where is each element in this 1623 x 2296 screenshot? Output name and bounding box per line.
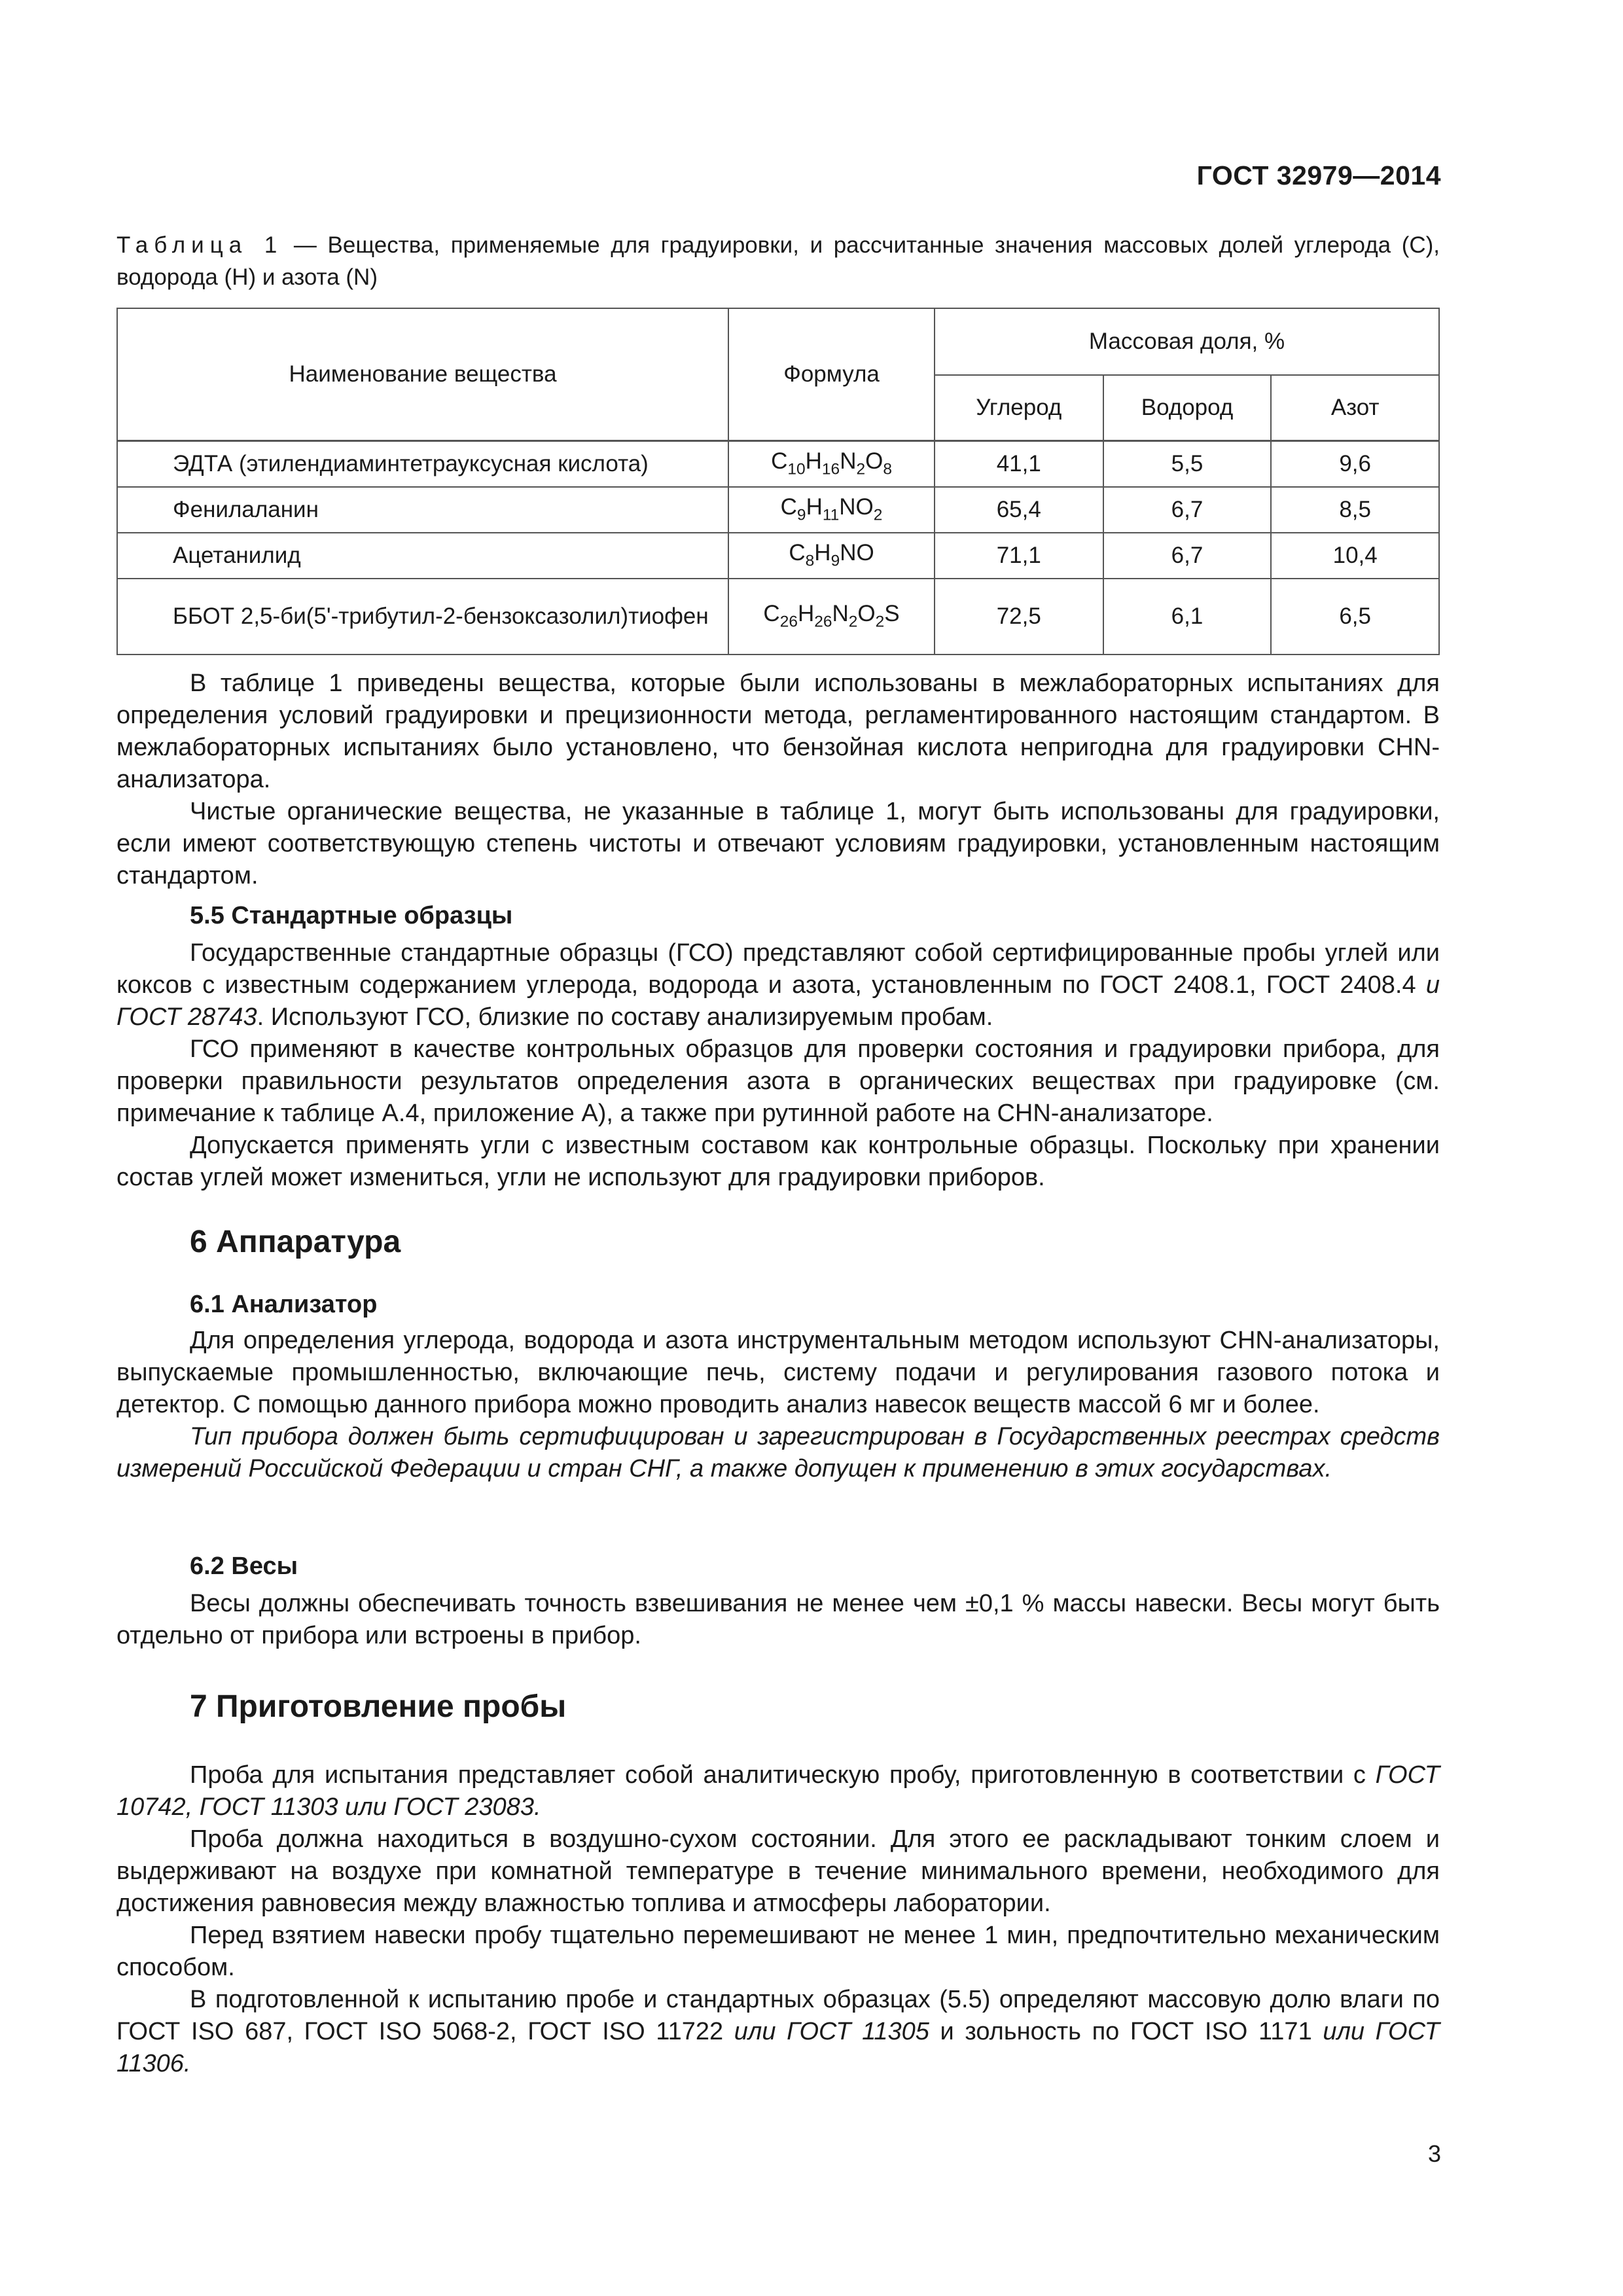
cell-formula: $C_8H_9NO$	[728, 533, 935, 579]
text-run: Государственные стандартные образцы (ГСО) представляют собой сертифицированные пробы углей или коксов с известным содержанием углерода, водорода и азота, установленным по ГОСТ 2408.1, ГОСТ 2408.4	[116, 939, 1440, 999]
cell-carbon: 72,5	[935, 579, 1103, 655]
cell-formula: $C_{26}H_{26}N_2O_2S$	[728, 579, 935, 655]
cell-formula: $C_{10}H_{16}N_2O_8$	[728, 441, 935, 487]
text-run: и зольность по ГОСТ ISO 1171	[929, 2018, 1323, 2045]
section-6-2-text	[116, 1588, 1440, 1652]
paragraph: Перед взятием навески пробу тщательно перемешивают не менее 1 мин, предпочтительно механическим способом.	[116, 1922, 1440, 1981]
table-caption-prefix: Таблица 1	[116, 232, 283, 258]
cell-nitrogen: 9,6	[1271, 441, 1439, 487]
text-run-italic: ГОСТ 10742, ГОСТ 11303 или ГОСТ 23083.	[116, 1761, 1440, 1821]
page-number: 3	[1427, 2140, 1441, 2167]
text-run: В подготовленной к испытанию пробе и стандартных образцах (5.5) определяют массовую долю влаги по ГОСТ ISO 687, ГОСТ ISO 5068-2, ГОСТ ISO 11722	[116, 1986, 1440, 2045]
cell-hydrogen: 6,1	[1103, 579, 1272, 655]
section-5-5-text	[116, 937, 1440, 1194]
substances-table	[116, 308, 1440, 655]
cell-nitrogen: 8,5	[1271, 487, 1439, 533]
paragraph: Чистые органические вещества, не указанные в таблице 1, могут быть использованы для градуировки, если имеют соответствующую степень чистоты и отвечают условиям градуировки, установленным настоящим стандартом.	[116, 798, 1440, 889]
text-run-italic: или ГОСТ 11306.	[116, 2018, 1440, 2077]
cell-substance: ББОТ 2,5-би(5'-трибутил-2-бензоксазолил)тиофен	[117, 579, 728, 655]
cell-substance: Фенилаланин	[117, 487, 728, 533]
column-header-nitrogen: Азот	[1271, 375, 1439, 441]
section-5-5-heading: 5.5 Стандартные образцы	[190, 902, 513, 929]
table-row	[117, 579, 1439, 655]
paragraph	[116, 937, 1440, 1033]
column-header-substance: Наименование вещества	[117, 308, 728, 441]
paragraph	[116, 1984, 1440, 2080]
cell-substance: Ацетанилид	[117, 533, 728, 579]
paragraph: Проба должна находиться в воздушно-сухом состоянии. Для этого ее раскладывают тонким слоем и выдерживают на воздухе при комнатной температуре в течение минимального времени, необходимого для достижения равновесия между влажностью топлива и атмосферы лаборатории.	[116, 1825, 1440, 1917]
cell-carbon: 71,1	[935, 533, 1103, 579]
table-row	[117, 533, 1439, 579]
cell-substance: ЭДТА (этилендиаминтетрауксусная кислота)	[117, 441, 728, 487]
section-6-heading: 6 Аппаратура	[190, 1225, 401, 1259]
paragraph	[116, 1759, 1440, 1823]
intro-text	[116, 668, 1440, 892]
text-run-italic: и ГОСТ 28743	[116, 971, 1440, 1031]
section-6-1-text	[116, 1325, 1440, 1485]
cell-nitrogen: 6,5	[1271, 579, 1439, 655]
document-header: ГОСТ 32979—2014	[1196, 160, 1441, 190]
paragraph: Допускается применять угли с известным составом как контрольные образцы. Поскольку при хранении состав углей может измениться, угли не используют для градуировки приборов.	[116, 1132, 1440, 1191]
text-run-italic: или ГОСТ 11305	[734, 2018, 929, 2045]
column-header-hydrogen: Водород	[1103, 375, 1272, 441]
table-row	[117, 441, 1439, 487]
section-7-heading: 7 Приготовление пробы	[190, 1689, 567, 1724]
section-7-text	[116, 1759, 1440, 2080]
cell-carbon: 41,1	[935, 441, 1103, 487]
cell-formula: $C_9H_{11}NO_2$	[728, 487, 935, 533]
table-row	[117, 487, 1439, 533]
table-caption	[116, 229, 1440, 293]
column-header-formula: Формула	[728, 308, 935, 441]
table-caption-text: — Вещества, применяемые для градуировки, и рассчитанные значения массовых долей углерода (С), водорода (Н) и азота (N)	[116, 232, 1440, 290]
paragraph: ГСО применяют в качестве контрольных образцов для проверки состояния и градуировки прибора, для проверки правильности результатов определения азота в органических веществах при градуировке (см. примечание к таблице А.4, приложение А), а также при рутинной работе на CHN-анализаторе.	[116, 1035, 1440, 1127]
paragraph-italic: Тип прибора должен быть сертифицирован и зарегистрирован в Государственных реестрах средств измерений Российской Федерации и стран СНГ, а также допущен к применению в этих государствах.	[116, 1423, 1440, 1482]
paragraph: Для определения углерода, водорода и азота инструментальным методом используют CHN-анализаторы, выпускаемые промышленностью, включающие печь, систему подачи и регулирования газового потока и детектор. С помощью данного прибора можно проводить анализ навесок веществ массой 6 мг и более.	[116, 1327, 1440, 1418]
paragraph: Весы должны обеспечивать точность взвешивания не менее чем ±0,1 % массы навески. Весы могут быть отдельно от прибора или встроены в прибор.	[116, 1590, 1440, 1649]
cell-hydrogen: 6,7	[1103, 487, 1272, 533]
column-header-carbon: Углерод	[935, 375, 1103, 441]
cell-nitrogen: 10,4	[1271, 533, 1439, 579]
cell-carbon: 65,4	[935, 487, 1103, 533]
cell-hydrogen: 5,5	[1103, 441, 1272, 487]
text-run: . Используют ГСО, близкие по составу анализируемым пробам.	[257, 1003, 993, 1031]
text-run: Проба для испытания представляет собой аналитическую пробу, приготовленную в соответствии с	[190, 1761, 1376, 1789]
cell-hydrogen: 6,7	[1103, 533, 1272, 579]
section-6-1-heading: 6.1 Анализатор	[190, 1291, 378, 1318]
paragraph: В таблице 1 приведены вещества, которые были использованы в межлабораторных испытаниях для определения условий градуировки и прецизионности метода, регламентированного настоящим стандартом. В межлабораторных испытаниях было установлено, что бензойная кислота непригодна для градуировки CHN-анализатора.	[116, 670, 1440, 793]
section-6-2-heading: 6.2 Весы	[190, 1552, 298, 1580]
column-header-mass-fraction: Массовая доля, %	[935, 308, 1439, 375]
